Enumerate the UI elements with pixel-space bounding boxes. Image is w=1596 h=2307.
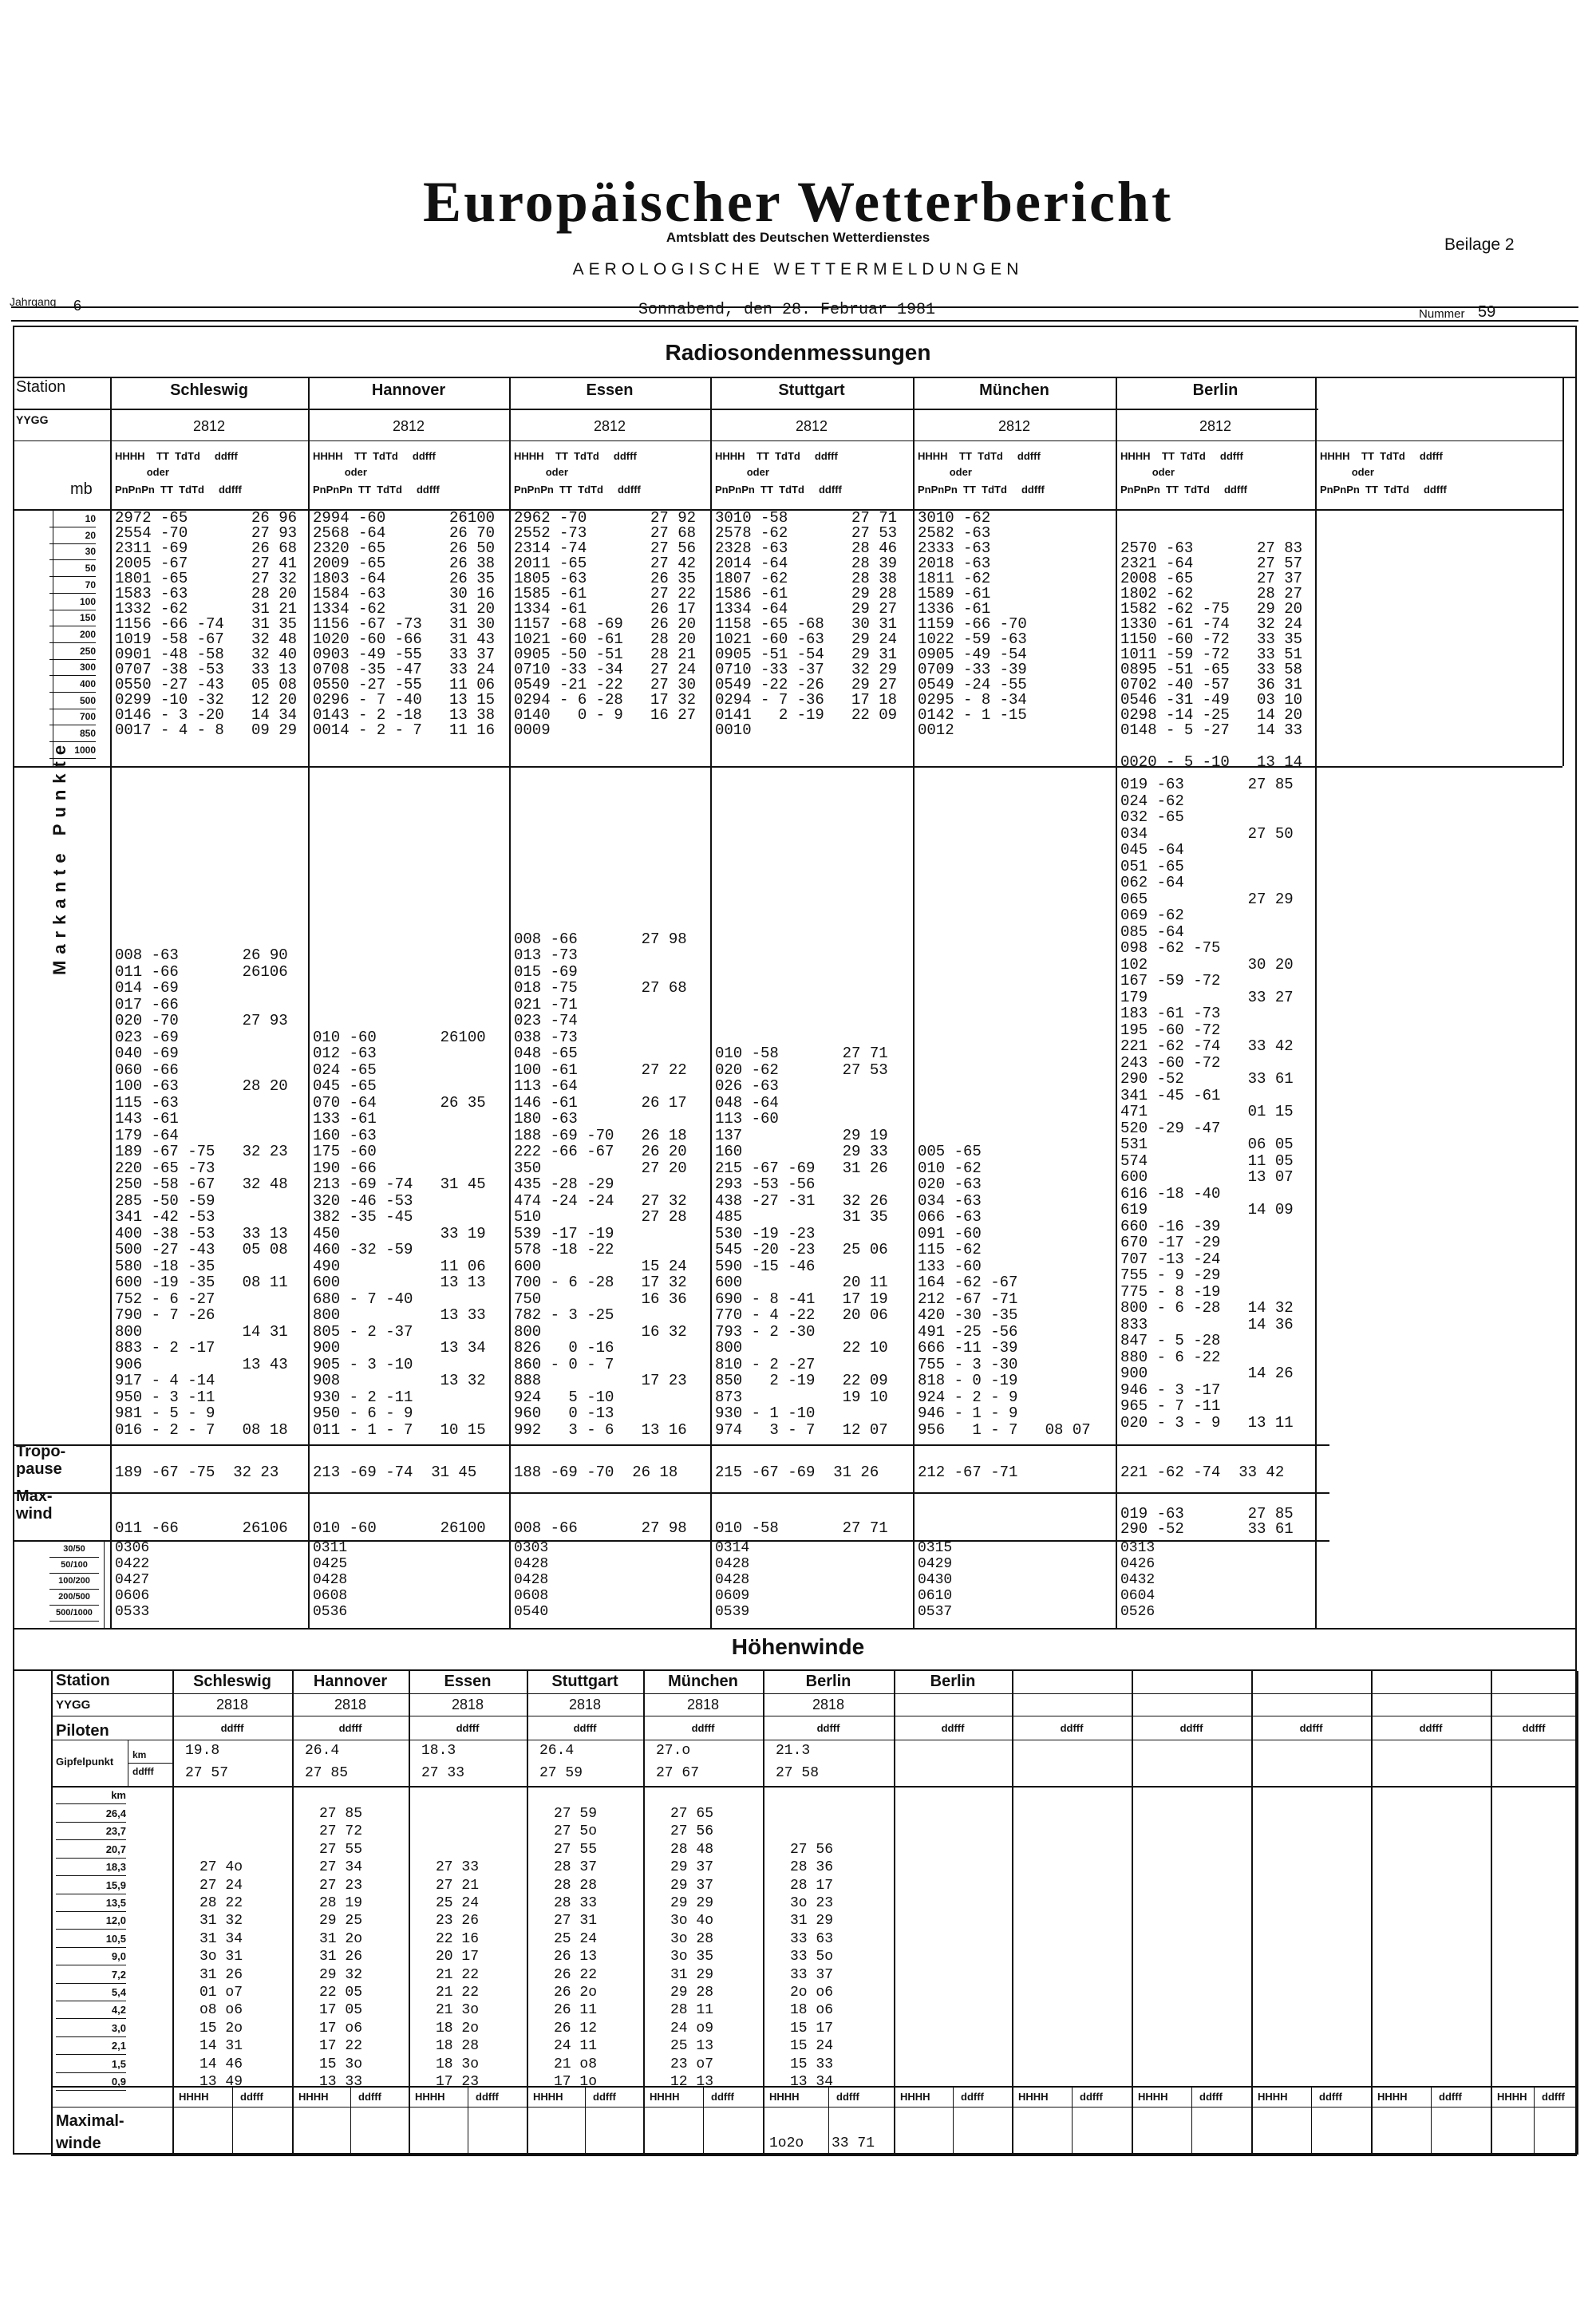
hw-station-name: Berlin — [805, 1673, 851, 1690]
station-name: Hannover — [371, 381, 446, 399]
hw-col-sep — [292, 1671, 294, 2155]
hw-height-label: 3,0 — [56, 2020, 126, 2037]
layer-label: 200/500 — [49, 1590, 99, 1606]
hw-yygg-value: 2818 — [568, 1697, 602, 1712]
hw-station-name: Schleswig — [193, 1673, 271, 1690]
tropopause-value: 215 -67 -69 31 26 — [715, 1464, 879, 1481]
hw-height-label: 5,4 — [56, 1984, 126, 2001]
hw-height-label: 26,4 — [56, 1805, 126, 1823]
header-rule-top — [11, 306, 1578, 308]
mb-level-label: 200 — [49, 626, 96, 643]
hw-max-split — [828, 2086, 829, 2155]
radiosonde-title-rule — [13, 377, 1577, 378]
radiosonde-col-sep — [1116, 377, 1117, 1628]
yygg-value: 2812 — [795, 418, 828, 434]
hw-winds-block: 27 56 28 36 28 17 3o 23 31 29 33 63 33 5o 33 37 2o o6 18 o6 15 17 15 24 15 33 13 34 — [790, 1841, 834, 2091]
hw-height-label: 18,3 — [56, 1859, 126, 1876]
hw-gipfel-km-value: 19.8 — [185, 1743, 220, 1759]
standard-levels-block: 2962 -70 27 92 2552 -73 27 68 2314 -74 27 56 2011 -65 27 42 1805 -63 26 35 1585 -61 27 22 1334 -61 26 17 1157 -68 -69 26 20 1021 -60 -61 28 20 0905 -50 -51 28 21 0710 -33 -34 27 24 0549 -21 -22 27 30 0294 - 6 -28 17 32 0140 0 - 9 16 27 0009 — [514, 509, 697, 739]
hw-row-rule — [51, 2107, 1577, 2108]
hw-max-ddfff-label: ddfff — [1080, 2091, 1103, 2103]
hw-piloten-ddfff: ddfff — [456, 1722, 480, 1734]
maxwind-value: 011 -66 26106 — [115, 1519, 288, 1537]
hw-gipfel-km-value: 21.3 — [776, 1743, 811, 1759]
hw-max-ddfff-label: ddfff — [240, 2091, 263, 2103]
hw-station-label: Station — [56, 1672, 110, 1689]
col-header-bot: PnPnPn TT TdTd ddfff — [1320, 484, 1447, 496]
mb-level-label: 250 — [49, 643, 96, 660]
hw-gipfel-km-value: 26.4 — [539, 1743, 575, 1759]
hw-height-label: 1,5 — [56, 2056, 126, 2073]
col-header-mid: oder — [715, 466, 769, 478]
hw-height-label: 15,9 — [56, 1877, 126, 1894]
page-title: Europäischer Wetterbericht — [423, 170, 1173, 234]
layer-label: 30/50 — [49, 1542, 99, 1558]
hw-gipfel-ddfff-value: 27 85 — [305, 1765, 349, 1781]
hw-height-label: 9,0 — [56, 1948, 126, 1965]
hw-gipfel-km-value: 26.4 — [305, 1743, 340, 1759]
hw-row-rule — [51, 1786, 1577, 1788]
maxwind-label: Max- wind — [16, 1487, 53, 1523]
yygg-value: 2812 — [593, 418, 626, 434]
yygg-value: 2812 — [192, 418, 226, 434]
jahrgang-label: Jahrgang — [10, 295, 57, 308]
hw-station-name: Stuttgart — [551, 1673, 618, 1690]
hw-yygg-label: YYGG — [56, 1698, 91, 1712]
date-line: Sonnabend, den 28. Februar 1981 — [638, 301, 936, 319]
hw-max-ddfff-label: ddfff — [711, 2091, 734, 2103]
hw-max-hhhh-label: HHHH — [1018, 2091, 1049, 2103]
layer-label: 100/200 — [49, 1574, 99, 1590]
hw-piloten-ddfff: ddfff — [691, 1722, 715, 1734]
standard-levels-block: 2994 -60 26100 2568 -64 26 70 2320 -65 26 50 2009 -65 26 38 1803 -64 26 35 1584 -63 30 16 1334 -62 31 20 1156 -67 -73 31 30 1020 -60 -66 31 43 0903 -49 -55 33 37 0708 -35 -47 33 24 0550 -27 -55 11 06 0296 - 7 -40 13 15 0143 - 2 -18 13 38 0014 - 2 - 7 11 16 — [313, 509, 496, 739]
tropopause-value: 189 -67 -75 32 23 — [115, 1464, 279, 1481]
station-name: Berlin — [1192, 381, 1238, 399]
hw-row-rule — [51, 1693, 1577, 1694]
standard-levels-block: 2972 -65 26 96 2554 -70 27 93 2311 -69 26 68 2005 -67 27 41 1801 -65 27 32 1583 -63 28 20 1332 -62 31 21 1156 -66 -74 31 35 1019 -58 -67 32 48 0901 -48 -58 32 40 0707 -38 -53 33 13 0550 -27 -43 05 08 0299 -10 -32 12 20 0146 - 3 -20 14 34 0017 - 4 - 8 09 29 — [115, 509, 298, 739]
col-header-bot: PnPnPn TT TdTd ddfff — [313, 484, 440, 496]
col-header-top: HHHH TT TdTd ddfff — [313, 450, 436, 462]
layer-thickness-block: 0303 0428 0428 0608 0540 — [514, 1540, 549, 1620]
radiosonde-title: Radiosondenmessungen — [665, 340, 931, 365]
maxwind-value: 019 -63 27 85 290 -52 33 61 — [1120, 1505, 1294, 1538]
tropopause-value: 213 -69 -74 31 45 — [313, 1464, 477, 1481]
maxwind-value: 010 -58 27 71 — [715, 1519, 888, 1537]
hoehen-title-rule — [13, 1669, 1577, 1671]
yygg-value: 2812 — [392, 418, 425, 434]
hw-piloten-ddfff: ddfff — [941, 1722, 965, 1734]
hw-yygg-value: 2818 — [812, 1697, 845, 1712]
hw-gipfel-km-label: km — [132, 1749, 147, 1760]
marked-points-block: 010 -58 27 71 020 -62 27 53 026 -63 048 -64 113 -60 137 29 19 160 29 33 215 -67 -69 31 26 293 -53 -56 438 -27 -31 32 26 485 31 35 530 -19 -23 545 -20 -23 25 06 590 -15 -46 600 20 11 690 - 8 -41 17 19 770 - 4 -22 20 06 793 - 2 -30 800 22 10 810 - 2 -27 850 2 -19 22 09 873 19 10 930 - 1 -10 974 3 - 7 12 07 — [715, 1045, 888, 1439]
hw-max-ddfff-label: ddfff — [476, 2091, 499, 2103]
mb-level-label: 100 — [49, 594, 96, 610]
hw-winds-block: 27 65 27 56 28 48 29 37 29 37 29 29 3o 4o 3o 28 3o 35 31 29 29 28 28 11 24 o9 25 13 23 o7 12 13 — [670, 1806, 714, 2091]
hw-max-ddfff-label: ddfff — [1199, 2091, 1223, 2103]
maxwind-value: 010 -60 26100 — [313, 1519, 486, 1537]
radiosonde-col-sep — [1562, 377, 1564, 766]
markante-punkte-label: Markante Punkte — [49, 738, 69, 975]
station-name: Essen — [586, 381, 634, 399]
hw-max-ddfff-label: ddfff — [593, 2091, 616, 2103]
hw-gipfel-ddfff-value: 27 59 — [539, 1765, 583, 1781]
tropopause-label: Tropo- pause — [16, 1443, 66, 1478]
hw-height-label: 12,0 — [56, 1912, 126, 1930]
tropopause-top-rule — [13, 1444, 1329, 1446]
radiosonde-col-sep — [913, 377, 915, 1628]
marked-points-block: 019 -63 27 85 024 -62 032 -65 034 27 50 045 -64 051 -65 062 -64 065 27 29 069 -62 085 -64 098 -62 -75 102 30 20 167 -59 -72 179 33 27 183 -61 -73 195 -60 -72 221 -62 -74 33 42 243 -60 -72 290 -52 33 61 341 -45 -61 471 01 15 520 -29 -47 531 06 05 574 11 05 600 13 07 616 -18 -40 619 14 09 660 -16 -39 670 -17 -29 707 -13 -24 755 - 9 -29 775 - 8 -19 800 - 6 -28 14 32 833 14 36 847 - 5 -28 880 - 6 -22 900 14 26 946 - 3 -17 965 - 7 -11 020 - 3 - 9 13 11 — [1120, 776, 1294, 1432]
hw-height-label: 4,2 — [56, 2001, 126, 2019]
hw-max-split — [953, 2086, 954, 2155]
standard-levels-block: 3010 -58 27 71 2578 -62 27 53 2328 -63 28 46 2014 -64 28 39 1807 -62 28 38 1586 -61 29 28 1334 -64 29 27 1158 -65 -68 30 31 1021 -60 -63 29 24 0905 -51 -54 29 31 0710 -33 -37 32 29 0549 -22 -26 29 27 0294 - 7 -36 17 18 0141 2 -19 22 09 0010 — [715, 509, 898, 739]
marked-points-block: 008 -66 27 98 013 -73 015 -69 018 -75 27 68 021 -71 023 -74 038 -73 048 -65 100 -61 27 22 113 -64 146 -61 26 17 180 -63 188 -69 -70 26 18 222 -66 -67 26 20 350 27 20 435 -28 -29 474 -24 -24 27 32 510 27 28 539 -17 -19 578 -18 -22 600 15 24 700 - 6 -28 17 32 750 16 36 782 - 3 -25 800 16 32 826 0 -16 860 - 0 - 7 888 17 23 924 5 -10 960 0 -13 992 3 - 6 13 16 — [514, 930, 687, 1439]
radiosonde-col-sep — [509, 377, 511, 1628]
hw-winds-block: 27 59 27 5o 27 55 28 37 28 28 28 33 27 31 25 24 26 13 26 22 26 2o 26 11 26 12 24 11 21 o8 17 1o — [554, 1806, 598, 2091]
radiosonde-col-sep — [710, 377, 712, 1628]
hw-piloten-ddfff: ddfff — [338, 1722, 362, 1734]
hw-winds-block: 27 33 27 21 25 24 23 26 22 16 20 17 21 22 21 22 21 3o 18 2o 18 28 18 3o 17 23 — [436, 1859, 480, 2091]
hw-km-header: km — [56, 1789, 126, 1804]
header-rule-bottom — [11, 320, 1578, 322]
hw-gipfel-ddfff-value: 27 58 — [776, 1765, 820, 1781]
mb-level-label: 850 — [49, 725, 96, 742]
hw-height-label: 20,7 — [56, 1841, 126, 1859]
station-name: Stuttgart — [778, 381, 845, 399]
hw-max-split — [232, 2086, 233, 2155]
hw-max-split — [703, 2086, 704, 2155]
hw-height-label: 2,1 — [56, 2037, 126, 2055]
marked-points-block: 005 -65 010 -62 020 -63 034 -63 066 -63 091 -60 115 -62 133 -60 164 -62 -67 212 -67 -71 420 -30 -35 491 -25 -56 666 -11 -39 755 - 3 -30 818 - 0 -19 924 - 2 - 9 946 - 1 - 9 956 1 - 7 08 07 — [918, 1143, 1091, 1439]
layer-thickness-block: 0314 0428 0428 0609 0539 — [715, 1540, 750, 1620]
hw-col-sep — [409, 1671, 410, 2155]
station-row-rule — [13, 409, 1318, 410]
hw-max-ddfff-label: ddfff — [1439, 2091, 1462, 2103]
hw-height-label: 0,9 — [56, 2073, 126, 2091]
tropopause-value: 188 -69 -70 26 18 — [514, 1464, 678, 1481]
col-header-mid: oder — [115, 466, 169, 478]
hw-max-split — [585, 2086, 586, 2155]
col-header-mid: oder — [514, 466, 568, 478]
col-header-top: HHHH TT TdTd ddfff — [1120, 450, 1243, 462]
hw-max-split — [1311, 2086, 1312, 2155]
hw-piloten-ddfff: ddfff — [220, 1722, 244, 1734]
hw-col-sep — [763, 1671, 764, 2155]
nummer-value: 59 — [1478, 303, 1496, 321]
hw-gipfel-ddfff-value: 27 67 — [656, 1765, 700, 1781]
hw-max-ddfff-label: ddfff — [358, 2091, 381, 2103]
hw-max-hhhh-label: HHHH — [1497, 2091, 1527, 2103]
col-header-bot: PnPnPn TT TdTd ddfff — [514, 484, 641, 496]
hw-max-hhhh-label: HHHH — [1377, 2091, 1408, 2103]
marked-points-block: 008 -63 26 90 011 -66 26106 014 -69 017 -66 020 -70 27 93 023 -69 040 -69 060 -66 100 -63 28 20 115 -63 143 -61 179 -64 189 -67 -75 32 23 220 -65 -73 250 -58 -67 32 48 285 -50 -59 341 -42 -53 400 -38 -53 33 13 500 -27 -43 05 08 580 -18 -35 600 -19 -35 08 11 752 - 6 -27 790 - 7 -26 800 14 31 883 - 2 -17 906 13 43 917 - 4 -14 950 - 3 -11 981 - 5 - 9 016 - 2 - 7 08 18 — [115, 946, 288, 1439]
layer-thickness-block: 0311 0425 0428 0608 0536 — [313, 1540, 348, 1620]
hw-max-ddfff-label: ddfff — [1542, 2091, 1565, 2103]
col-header-bot: PnPnPn TT TdTd ddfff — [715, 484, 842, 496]
col-header-top: HHHH TT TdTd ddfff — [918, 450, 1041, 462]
hw-station-name: Essen — [444, 1673, 492, 1690]
hw-maximalwinde-label: Maximal- winde — [56, 2112, 124, 2152]
hw-max-hhhh-value: 1o2o — [769, 2135, 804, 2151]
hw-gipfel-split — [128, 1763, 172, 1764]
hw-piloten-ddfff: ddfff — [816, 1722, 840, 1734]
hw-max-split — [350, 2086, 351, 2155]
hw-col-sep — [51, 1671, 53, 2155]
beilage-label: Beilage 2 — [1444, 235, 1515, 254]
hw-gipfel-ddfff-label: ddfff — [132, 1766, 154, 1777]
standard-levels-block: 3010 -62 2582 -63 2333 -63 2018 -63 1811 -62 1589 -61 1336 -61 1159 -66 -70 1022 -59 -63 0905 -49 -54 0709 -33 -39 0549 -24 -55 0295 - 8 -34 0142 - 1 -15 0012 — [918, 509, 1027, 739]
hw-gipfel-ddfff-value: 27 57 — [185, 1765, 229, 1781]
hw-row-rule — [51, 2155, 1577, 2156]
hw-winds-block: 27 4o 27 24 28 22 31 32 31 34 3o 31 31 26 01 o7 o8 o6 15 2o 14 31 14 46 13 49 — [200, 1859, 243, 2091]
hw-piloten-ddfff: ddfff — [573, 1722, 597, 1734]
hw-height-label: 7,2 — [56, 1966, 126, 1984]
radiosonde-col-sep — [110, 377, 112, 1628]
hw-yygg-value: 2818 — [334, 1697, 367, 1712]
hw-gipfel-ddfff-value: 27 33 — [421, 1765, 465, 1781]
hw-piloten-ddfff: ddfff — [1522, 1722, 1546, 1734]
hw-height-label: 13,5 — [56, 1894, 126, 1912]
hoehenwinde-title: Höhenwinde — [731, 1634, 865, 1659]
station-name: Schleswig — [170, 381, 248, 399]
levels-bottom-rule — [13, 766, 1562, 768]
hw-max-ddfff-label: ddfff — [1319, 2091, 1342, 2103]
hw-col-sep — [643, 1671, 645, 2155]
hw-piloten-ddfff: ddfff — [1419, 1722, 1443, 1734]
hw-height-label: 23,7 — [56, 1823, 126, 1840]
mb-level-label: 400 — [49, 676, 96, 693]
hw-piloten-ddfff: ddfff — [1179, 1722, 1203, 1734]
col-header-bot: PnPnPn TT TdTd ddfff — [918, 484, 1045, 496]
station-row-label: Station — [16, 378, 66, 396]
hw-max-ddfff-value: 33 71 — [832, 2135, 875, 2151]
mb-level-label: 20 — [49, 527, 96, 544]
hw-max-ddfff-label: ddfff — [961, 2091, 984, 2103]
hw-piloten-ddfff: ddfff — [1060, 1722, 1084, 1734]
page-subtitle: Amtsblatt des Deutschen Wetterdienstes — [666, 230, 930, 245]
hw-yygg-value: 2818 — [215, 1697, 249, 1712]
col-header-mid: oder — [313, 466, 367, 478]
mb-level-label: 700 — [49, 709, 96, 725]
hw-col-sep — [1251, 1671, 1253, 2155]
hw-yygg-value: 2818 — [451, 1697, 484, 1712]
bottom-level-row: 0020 - 5 -10 13 14 — [1120, 753, 1303, 771]
hw-max-split — [1191, 2086, 1192, 2155]
hw-col-sep — [172, 1671, 174, 2155]
section-title: AEROLOGISCHE WETTERMELDUNGEN — [572, 260, 1024, 278]
hw-max-hhhh-label: HHHH — [1138, 2091, 1168, 2103]
radiosonde-col-sep — [308, 377, 310, 1628]
marked-points-block: 010 -60 26100 012 -63 024 -65 045 -65 070 -64 26 35 133 -61 160 -63 175 -60 190 -66 213 -69 -74 31 45 320 -46 -53 382 -35 -45 450 33 19 460 -32 -59 490 11 06 600 13 13 680 - 7 -40 800 13 33 805 - 2 -37 900 13 34 905 - 3 -10 908 13 32 930 - 2 -11 950 - 6 - 9 011 - 1 - 7 10 15 — [313, 1028, 486, 1439]
hw-max-split — [1534, 2086, 1535, 2155]
hw-piloten-label: Piloten — [56, 1722, 109, 1740]
hw-max-hhhh-label: HHHH — [769, 2091, 800, 2103]
hw-max-hhhh-label: HHHH — [179, 2091, 209, 2103]
col-header-top: HHHH TT TdTd ddfff — [115, 450, 238, 462]
yygg-value: 2812 — [998, 418, 1031, 434]
mb-level-label: 150 — [49, 610, 96, 626]
hw-gipfel-km-value: 27.o — [656, 1743, 691, 1759]
standard-levels-block: 2570 -63 27 83 2321 -64 27 57 2008 -65 27 37 1802 -62 28 27 1582 -62 -75 29 20 1330 -61 -74 32 24 1150 -60 -72 33 35 1011 -59 -72 33 51 0895 -51 -65 33 58 0702 -40 -57 36 31 0546 -31 -49 03 10 0298 -14 -25 14 20 0148 - 5 -27 14 33 — [1120, 539, 1303, 739]
hw-height-label: 10,5 — [56, 1930, 126, 1948]
tropopause-value: 221 -62 -74 33 42 — [1120, 1464, 1285, 1481]
hw-max-hhhh-label: HHHH — [900, 2091, 930, 2103]
col-header-bot: PnPnPn TT TdTd ddfff — [115, 484, 242, 496]
radiosonde-bottom-rule — [13, 1628, 1577, 1630]
col-header-top: HHHH TT TdTd ddfff — [715, 450, 838, 462]
hw-col-sep — [1132, 1671, 1133, 2155]
mb-level-label: 1000 — [49, 742, 96, 759]
hw-gipfelpunkt-label: Gipfelpunkt — [56, 1756, 114, 1768]
maxwind-top-rule — [13, 1492, 1329, 1494]
maxwind-value: 008 -66 27 98 — [514, 1519, 687, 1537]
layer-col-sep — [104, 1540, 105, 1628]
yygg-value: 2812 — [1199, 418, 1232, 434]
hw-col-sep — [527, 1671, 528, 2155]
tropopause-value: 212 -67 -71 — [918, 1464, 1018, 1481]
mb-row-label: mb — [70, 480, 93, 498]
layer-thickness-block: 0315 0429 0430 0610 0537 — [918, 1540, 953, 1620]
hw-col-sep — [1371, 1671, 1373, 2155]
hw-col-sep — [1491, 1671, 1492, 2155]
hw-col-sep — [894, 1671, 895, 2155]
mb-level-label: 70 — [49, 577, 96, 594]
hw-station-name: Berlin — [930, 1673, 976, 1690]
col-header-mid: oder — [1120, 466, 1175, 478]
hw-station-name: München — [668, 1673, 738, 1690]
jahrgang-value: 6 — [73, 298, 82, 314]
mb-level-label: 50 — [49, 560, 96, 577]
col-header-mid: oder — [1320, 466, 1374, 478]
hw-yygg-value: 2818 — [686, 1697, 720, 1712]
col-header-top: HHHH TT TdTd ddfff — [514, 450, 637, 462]
layer-label: 500/1000 — [49, 1606, 99, 1622]
yygg-row-label: YYGG — [16, 413, 49, 426]
nummer-label: Nummer — [1419, 307, 1465, 321]
hw-winds-block: 27 85 27 72 27 55 27 34 27 23 28 19 29 25 31 2o 31 26 29 32 22 05 17 05 17 o6 17 22 15 3o 13 33 — [319, 1806, 363, 2091]
col-header-top: HHHH TT TdTd ddfff — [1320, 450, 1443, 462]
yygg-row-rule — [13, 440, 1562, 441]
hw-col-sep — [1577, 1671, 1578, 2155]
hw-gipfel-km-value: 18.3 — [421, 1743, 456, 1759]
mb-level-label: 300 — [49, 659, 96, 676]
hw-max-hhhh-label: HHHH — [533, 2091, 563, 2103]
hw-max-ddfff-label: ddfff — [836, 2091, 859, 2103]
hw-max-hhhh-label: HHHH — [298, 2091, 329, 2103]
mb-level-label: 30 — [49, 543, 96, 560]
mb-level-label: 10 — [49, 511, 96, 527]
layer-label: 50/100 — [49, 1558, 99, 1574]
mb-level-label: 500 — [49, 693, 96, 709]
layer-thickness-block: 0306 0422 0427 0606 0533 — [115, 1540, 150, 1620]
hw-max-split — [1431, 2086, 1432, 2155]
hw-col-sep — [1012, 1671, 1013, 2155]
hw-max-hhhh-label: HHHH — [1258, 2091, 1288, 2103]
hw-max-split — [1072, 2086, 1073, 2155]
hw-station-name: Hannover — [313, 1673, 388, 1690]
hw-piloten-ddfff: ddfff — [1299, 1722, 1323, 1734]
col-header-bot: PnPnPn TT TdTd ddfff — [1120, 484, 1247, 496]
col-header-mid: oder — [918, 466, 972, 478]
station-name: München — [979, 381, 1049, 399]
hw-max-hhhh-label: HHHH — [415, 2091, 445, 2103]
layer-thickness-block: 0313 0426 0432 0604 0526 — [1120, 1540, 1156, 1620]
hw-max-hhhh-label: HHHH — [650, 2091, 680, 2103]
radiosonde-col-sep — [1315, 766, 1317, 1628]
